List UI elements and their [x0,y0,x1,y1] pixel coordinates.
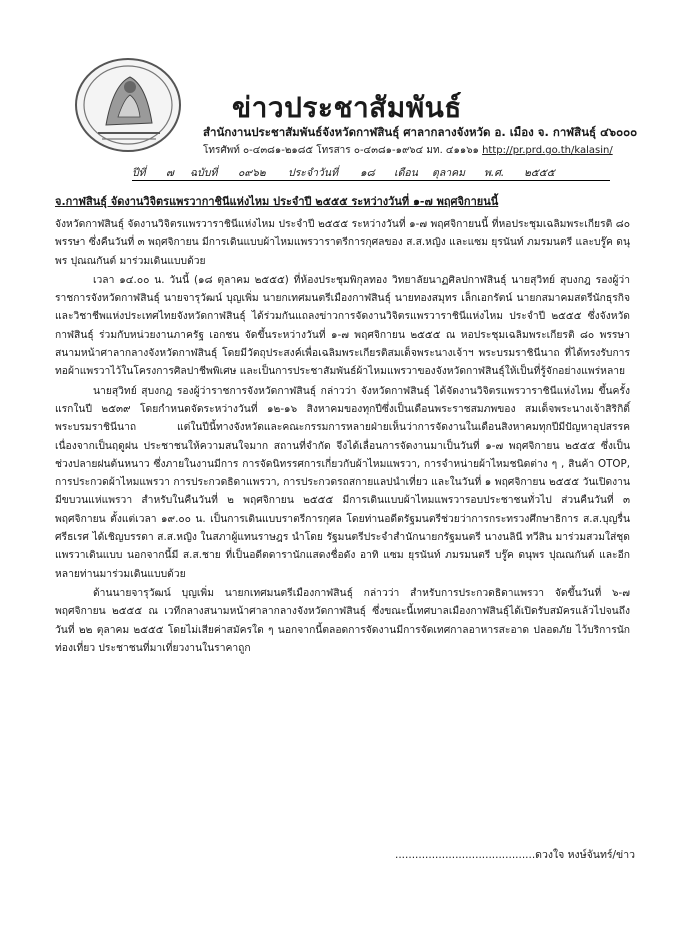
reporter-signature: ..........................................ดวงใจ หงษ์จันทร์/ข่าว [395,849,636,861]
month-label: เดือน [394,167,418,179]
website-link[interactable]: http://pr.prd.go.th/kalasin/ [482,145,613,156]
month-value: ตุลาคม [432,167,466,179]
organization-address: สำนักงานประชาสัมพันธ์จังหวัดกาฬสินธุ์ ศาลากลางจังหวัด อ. เมือง จ. กาฬสินธุ์ ๔๖๐๐๐ [203,125,638,139]
article-paragraph: จังหวัดกาฬสินธุ์ จัดงานวิจิตรแพรวาราชินีแห่งไหม ประจำปี ๒๕๕๕ ระหว่างวันที่ ๑-๗ พฤศจิกายนนี้ ที่หอประชุมเฉลิมพระเกียรติ ๘๐ พรรษา ซึ่งคืนวันที่ ๓ พฤศจิกายน มีการเดินแบบผ้าไหมแพรวาราตรีการกุศลของ ส.ส.หญิง และแซม ยุรนันท์ ภมรมนตรี และบรู๊ค ดนุพร ปุณณกันต์ มาร่วมเดินแบบด้วย [55,218,630,267]
article-body [55,192,630,657]
number-label: ฉบับที่ [190,167,218,179]
article-paragraph: นายสุวิทย์ สุบงกฎ รองผู้ว่าราชการจังหวัดกาฬสินธุ์ กล่าวว่า จังหวัดกาฬสินธุ์ ได้จัดงานวิจิตรแพรวาราชินีแห่งไหม ขึ้นครั้งแรกในปี ๒๕๓๙ โดยกำหนดจัดระหว่างวันที่ ๑๒-๑๖ สิงหาคมของทุกปีซึ่งเป็นเดือนพระราชสมภพของ สมเด็จพระนางเจ้าสิริกิติ์ พระบรมราชินีนาถ แต่ในปีนี้ทางจังหวัดและคณะกรรมการหลายฝ่ายเห็นว่าการจัดงานในเดือนสิงหาคมทุกปีมีปัญหาอุปสรรค เนื่องจากเป็นฤดูฝน ประชาชนให้ความสนใจมาก สถานที่จำกัด จึงได้เลื่อนการจัดงานมาเป็นวันที่ ๑-๗ พฤศจิกายน ๒๕๕๕ ซึ่งเป็นช่วงปลายฝนต้นหนาว ซึ่งภายในงานมีการ การจัดนิทรรศการเกี่ยวกับผ้าไหมแพรวา, การจำหน่ายผ้าไหมชนิดต่าง ๆ , สินค้า OTOP, การประกวดผ้าไหมแพรวา การประกวดธิดาแพรวา, การประกวดรถสกายแลปนำเที่ยว และในวันที่ ๑ พฤศจิกายน ๒๕๕๕ วันเปิดงานมีขบวนแห่แพรวา สำหรับในคืนวันที่ ๒ พฤศจิกายน ๒๕๕๕ มีการเดินแบบผ้าไหมแพรวารอบประชาชนทั่วไป ส่วนคืนวันที่ ๓ พฤศจิกายน ตั้งแต่เวลา ๑๙.๐๐ น. เป็นการเดินแบบราตรีการกุศล โดยท่านอดีตรัฐมนตรีช่วยว่าการกระทรวงศึกษาธิการ ส.ส.บุญรื่น ศรีธเรศ ได้เชิญบรรดา ส.ส.หญิง ในสภาผู้แทนราษฎร นำโดย รัฐมนตรีประจำสำนักนายกรัฐมนตรี นางนลินี ทวีสิน มาร่วมสวมใส่ชุดแพรวาเดินแบบ นอกจากนี้มี ส.ส.ชาย ที่เป็นอดีตดารานักแสดงชื่อดัง อาทิ แซม ยุรนันท์ ภมรมนตรี บรู๊ค ดนุพร ปุณณกันต์ และอีกหลายท่านมาร่วมเดินแบบด้วย [55,384,630,580]
day-value: ๑๘ [360,167,375,179]
issue-info-bar [132,162,610,181]
article-paragraph: ด้านนายจารุวัฒน์ บุญเพิ่ม นายกเทศมนตรีเมืองกาฬสินธุ์ กล่าวว่า สำหรับการประกวดธิดาแพรวา จัดขึ้นวันที่ ๖-๗ พฤศจิกายน ๒๕๕๕ ณ เวทีกลางสนามหน้าศาลากลางจังหวัดกาฬสินธุ์ ซึ่งขณะนี้เทศบาลเมืองกาฬสินธุ์ได้เปิดรับสมัครแล้วไปจนถึงวันที่ ๒๒ ตุลาคม ๒๕๕๕ โดยไม่เสียค่าสมัครใด ๆ นอกจากนี้ตลอดการจัดงานมีการจัดเทศกาลอาหารสะอาด ปลอดภัย ไว้บริการนักท่องเที่ยว ประชาชนที่มาเที่ยวงานในราคาถูก [55,586,630,654]
provincial-seal-logo [68,55,188,155]
year-be-value: ๒๕๕๕ [524,167,555,179]
year-label: ปีที่ [132,167,146,179]
number-value: ๐๙๖๒ [238,167,266,179]
contact-phone-fax: โทรศัพท์ ๐-๔๓๘๑-๒๑๘๕ โทรสาร ๐-๔๓๘๑-๑๙๖๔ มท. ๔๑๑๖๑ [203,145,479,156]
year-value: ๗ [166,167,174,179]
article-headline: จ.กาฬสินธุ์ จัดงานวิจิตรแพรวากาชินีแห่งไหม ประจำปี ๒๕๕๕ ระหว่างวันที่ ๑-๗ พฤศจิกายนนี้ [55,195,499,208]
era-label: พ.ศ. [484,167,505,179]
page-title: ข่าวประชาสัมพันธ์ [232,91,462,124]
date-label: ประจำวันที่ [288,167,338,179]
article-paragraph: เวลา ๑๔.๐๐ น. วันนี้ (๑๘ ตุลาคม ๒๕๕๕) ที่ห้องประชุมพิกุลทอง วิทยาลัยนาฏศิลปกาฬสินธุ์ นายสุวิทย์ สุบงกฎ รองผู้ว่าราชการจังหวัดกาฬสินธุ์ นายจารุวัฒน์ บุญเพิ่ม นายกเทศมนตรีเมืองกาฬสินธุ์ นายทองสมุทร เล็กเอกรัตน์ นายกสมาคมสตรีนักธุรกิจและวิชาชีพแห่งประเทศไทยจังหวัดกาฬสินธุ์ ได้ร่วมกันแถลงข่าวการจัดงานวิจิตรแพรวาราชินีแห่งไหม ประจำปี ๒๕๕๕ ซึ่งจังหวัดกาฬสินธุ์ ร่วมกับหน่วยงานภาครัฐ เอกชน จัดขึ้นระหว่างวันที่ ๑-๗ พฤศจิกายน ๒๕๕๕ ณ หอประชุมเฉลิมพระเกียรติ ๘๐ พรรษา สนามหน้าศาลากลางจังหวัดกาฬสินธุ์ โดยมีวัตถุประสงค์เพื่อเฉลิมพระเกียรติสมเด็จพระนางเจ้าฯ พระบรมราชินีนาถ ที่ได้ทรงรับการทอผ้าแพรวาไว้ในโครงการศิลปาชีพพิเศษ และเป็นการประชาสัมพันธ์ผ้าไหมแพรวาของจังหวัดกาฬสินธุ์ให้เป็นที่รู้จักอย่างแพร่หลาย [55,273,630,378]
contact-line [203,143,613,158]
